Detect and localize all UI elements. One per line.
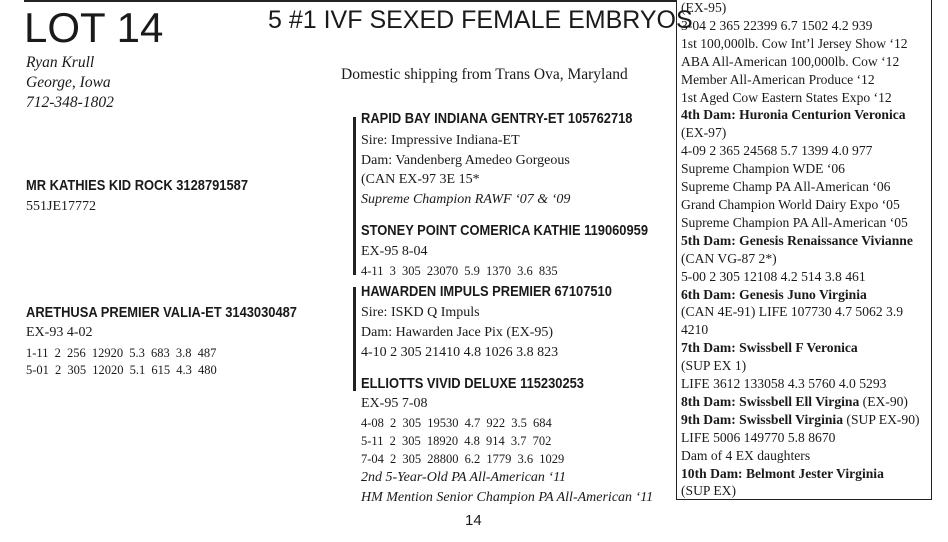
lot-title (268, 5, 693, 35)
ancestor-dams-box (676, 0, 932, 500)
dam-sire-sire: Sire: ISKD Q Impuls (361, 305, 480, 320)
dams-box-line (681, 429, 931, 447)
dams-box-line (681, 375, 931, 393)
lot-number: LOT 14 (24, 4, 164, 51)
dams-box-line (681, 160, 931, 178)
dam-dam-record-3: 7-04 2 305 28800 6.2 1779 3.6 1029 (361, 452, 565, 466)
dams-box-line (681, 268, 931, 286)
dam-dam-record-1: 4-08 2 305 19530 4.7 922 3.5 684 (361, 416, 552, 430)
sire-sire-dam: Dam: Vandenberg Amedeo Gorgeous (361, 152, 570, 168)
dams-box-line (681, 0, 931, 17)
dam-sire-name (361, 283, 653, 301)
dam-dam-record-2: 5-11 2 305 18920 4.8 914 3.7 702 (361, 434, 552, 448)
dams-box-text: (CAN VG-87 2*) (681, 250, 777, 266)
dams-box-line (681, 124, 931, 142)
dams-box-dam-name: 8th Dam: Swissbell Ell Virgina (681, 393, 860, 409)
dams-box-text: LIFE 5006 149770 5.8 8670 (681, 429, 836, 445)
sire-code: 551JE17772 (26, 199, 96, 214)
dams-box-dam-name: 6th Dam: Genesis Juno Virginia (681, 286, 867, 302)
dams-box-line (681, 232, 931, 250)
dams-box-line (681, 393, 931, 411)
dams-box-line (681, 17, 931, 35)
dams-box-line (681, 465, 931, 483)
sire-name (26, 177, 284, 195)
dams-box-dam-name: 7th Dam: Swissbell F Veronica (681, 340, 858, 356)
dams-box-text: 1st 100,000lb. Cow Int’l Jersey Show ‘12 (681, 35, 908, 51)
dams-box-text: (EX-97) (681, 125, 727, 141)
dams-box-text: ABA All-American 100,000lb. Cow ‘12 (681, 53, 900, 69)
dam-dam-award-2: HM Mention Senior Champion PA All-American ‘11 (361, 490, 654, 505)
sire-sire-info (361, 131, 570, 209)
dam-dam-name (361, 375, 620, 393)
dam-dam-name-text: ELLIOTTS VIVID DELUXE 115230253 (361, 375, 584, 392)
consignor-name: Ryan Krull (26, 54, 95, 71)
dam-name (26, 304, 341, 322)
dams-box-text: 3-04 2 365 22399 6.7 1502 4.2 939 (681, 17, 873, 33)
dams-box-line (681, 53, 931, 71)
dams-box-dam-name: 5th Dam: Genesis Renaissance Vivianne (681, 232, 913, 248)
dam-name-text: ARETHUSA PREMIER VALIA-ET 3143030487 (26, 304, 297, 321)
dams-box-text: (EX-95) (681, 0, 727, 15)
dam-dam-records (361, 414, 564, 468)
dam-dam-award-1: 2nd 5-Year-Old PA All-American ‘11 (361, 470, 567, 485)
dams-box-text: Grand Champion World Dairy Expo ‘05 (681, 196, 900, 212)
dams-box-line (681, 321, 931, 339)
dams-box-line (681, 196, 931, 214)
dams-box-text: (SUP EX) (681, 483, 737, 499)
dam-sire-dam: Dam: Hawarden Jace Pix (EX-95) (361, 325, 554, 340)
consignor-phone: 712-348-1802 (26, 94, 114, 111)
consignor (26, 53, 114, 113)
sire-dam-name (361, 222, 695, 240)
dams-box-line (681, 71, 931, 89)
dam-class: EX-93 4-02 (26, 325, 93, 340)
sire-bracket (353, 117, 356, 275)
shipping-note: Domestic shipping from Trans Ova, Maryland (341, 66, 628, 83)
dams-box-line (681, 303, 931, 321)
dams-box-text: (CAN 4E-91) LIFE 107730 4.7 5062 3.9 (681, 304, 904, 320)
page-number: 14 (465, 512, 482, 529)
dams-box-line (681, 178, 931, 196)
dams-box-text: 5-00 2 305 12108 4.2 514 3.8 461 (681, 268, 866, 284)
dams-box-text: Dam of 4 EX daughters (681, 447, 811, 463)
sire-dam-name-text: STONEY POINT COMERICA KATHIE 119060959 (361, 222, 649, 239)
dams-box-text: Supreme Champ PA All-American ‘06 (681, 179, 891, 195)
dam-sire-name-text: HAWARDEN IMPULS PREMIER 67107510 (361, 283, 612, 300)
dams-box-line (681, 411, 931, 429)
dams-box-line (681, 482, 931, 500)
dams-box-line (681, 447, 931, 465)
dams-box-line (681, 357, 931, 375)
dams-box-dam-name: 10th Dam: Belmont Jester Virginia (681, 465, 884, 481)
dams-box-line (681, 339, 931, 357)
dams-box-line (681, 286, 931, 304)
dams-box-line (681, 142, 931, 160)
consignor-location: George, Iowa (26, 74, 111, 91)
dams-box-text: Member All-American Produce ‘12 (681, 71, 875, 87)
top-rule (24, 0, 676, 2)
dams-box-line (681, 214, 931, 232)
sire-dam-record: 4-11 3 305 23070 5.9 1370 3.6 835 (361, 264, 558, 278)
sire-name-text: MR KATHIES KID ROCK 3128791587 (26, 177, 249, 194)
dams-box-dam-name: 9th Dam: Swissbell Virginia (681, 411, 844, 427)
lot-title-text: 5 #1 IVF SEXED FEMALE EMBRYOS (268, 6, 693, 34)
dams-box-text: 1st Aged Cow Eastern States Expo ‘12 (681, 89, 892, 105)
dam-sire-info (361, 303, 558, 363)
sire-sire-dam-class: (CAN EX-97 3E 15* (361, 172, 480, 187)
dams-box-text: (EX-90) (859, 393, 908, 409)
dams-box-line (681, 250, 931, 268)
sire-sire-name (361, 110, 677, 128)
dam-record-2: 5-01 2 305 12020 5.1 615 4.3 480 (26, 363, 217, 377)
dam-record-1: 1-11 2 256 12920 5.3 683 3.8 487 (26, 346, 217, 360)
dams-box-text: 4-09 2 365 24568 5.7 1399 4.0 977 (681, 143, 873, 159)
sire-sire-name-text: RAPID BAY INDIANA GENTRY-ET 105762718 (361, 110, 633, 127)
sire-dam-class: EX-95 8-04 (361, 244, 428, 259)
dams-box-line (681, 89, 931, 107)
dam-sire-record: 4-10 2 305 21410 4.8 1026 3.8 823 (361, 345, 559, 360)
dams-box-text: Supreme Champion WDE ‘06 (681, 161, 845, 177)
dams-box-text: Supreme Champion PA All-American ‘05 (681, 214, 908, 230)
dam-bracket (353, 287, 356, 391)
dams-box-line (681, 35, 931, 53)
dams-box-text: 4210 (681, 322, 709, 338)
dams-box-text: (SUP EX-90) (843, 411, 920, 427)
sire-sire-award: Supreme Champion RAWF ‘07 & ‘09 (361, 191, 571, 207)
dams-box-line (681, 106, 931, 124)
dams-box-text: LIFE 3612 133058 4.3 5760 4.0 5293 (681, 376, 887, 392)
dams-box-dam-name: 4th Dam: Huronia Centurion Veronica (681, 107, 906, 123)
dam-dam-class: EX-95 7-08 (361, 396, 428, 411)
sire-sire-sire: Sire: Impressive Indiana-ET (361, 133, 520, 148)
dams-box-text: (SUP EX 1) (681, 358, 747, 374)
